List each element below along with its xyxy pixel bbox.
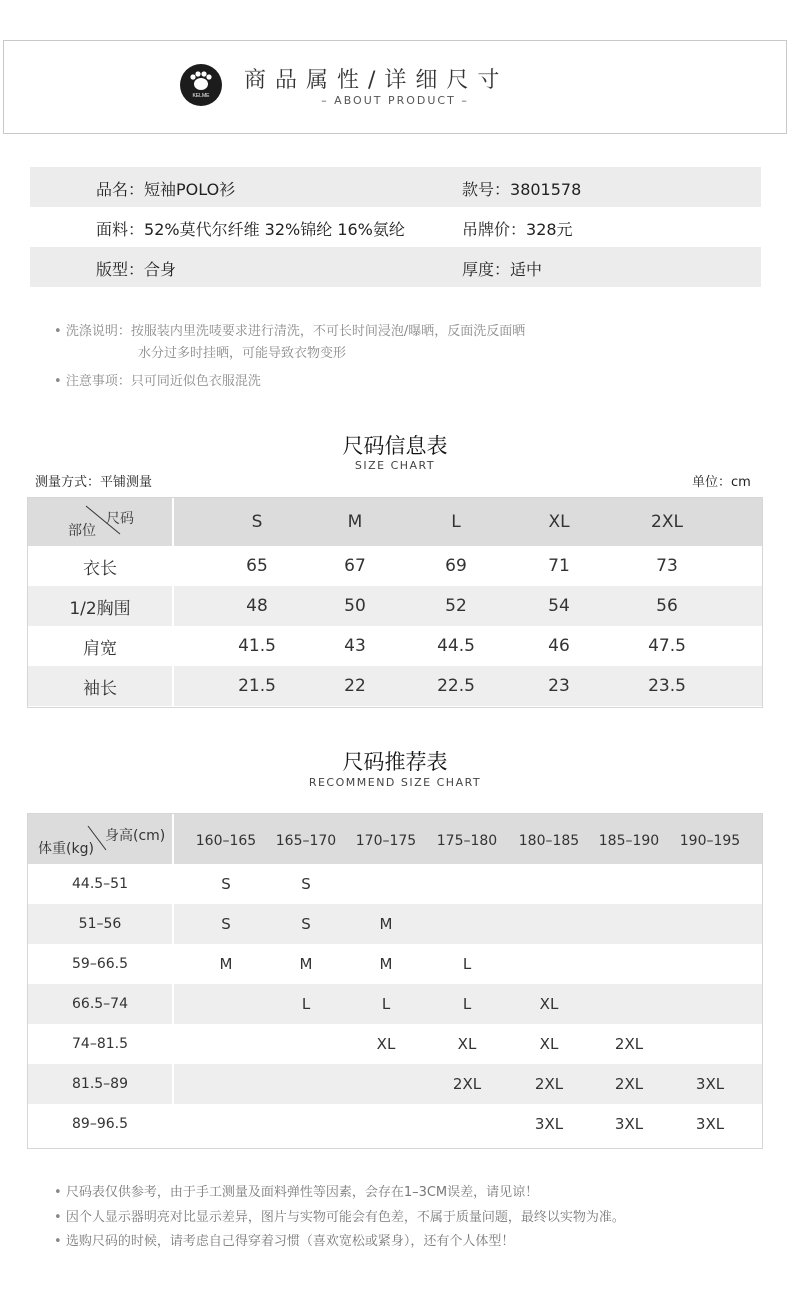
recommend-row bbox=[28, 1024, 762, 1064]
recommended-size-cell bbox=[266, 1104, 346, 1144]
recommended-size-cell: L bbox=[462, 955, 472, 973]
recommended-size-cell bbox=[670, 984, 750, 1024]
recommend-chart-subtitle: RECOMMEND SIZE CHART bbox=[308, 776, 482, 789]
recommended-size-cell bbox=[266, 1064, 346, 1104]
weight-cell: 89–96.5 bbox=[72, 1116, 128, 1132]
logo-text: KELME bbox=[192, 93, 210, 99]
attr-row bbox=[30, 167, 761, 207]
recommend-header-row bbox=[28, 814, 762, 864]
corner-label-height: 身高(cm) bbox=[105, 828, 166, 844]
recommended-size-cell bbox=[186, 1064, 266, 1104]
wash-note-cont: 水分过多时挂晒，可能导致衣物变形 bbox=[138, 346, 347, 361]
height-header-cell: 180–185 bbox=[518, 833, 580, 849]
size-value-cell: 22 bbox=[344, 676, 366, 696]
size-chart-row bbox=[28, 626, 762, 666]
recommended-size-cell bbox=[186, 1104, 266, 1144]
page-subtitle: – ABOUT PRODUCT – bbox=[321, 94, 469, 107]
height-header-cell: 160–165 bbox=[195, 833, 257, 849]
recommended-size-cell bbox=[670, 904, 750, 944]
height-header-cell: 165–170 bbox=[275, 833, 337, 849]
part-cell: 袖长 bbox=[83, 678, 117, 699]
size-value-cell: 46 bbox=[548, 636, 570, 656]
attention-note: • 注意事项：只可同近似色衣服混洗 bbox=[54, 374, 261, 389]
recommended-size-cell bbox=[186, 984, 266, 1024]
corner-cell bbox=[28, 814, 172, 864]
recommended-size-cell bbox=[509, 864, 589, 904]
recommend-row bbox=[28, 1104, 762, 1144]
attr-fit: 版型：合身 bbox=[96, 260, 177, 279]
size-chart-row bbox=[28, 546, 762, 586]
recommended-size-cell: M bbox=[379, 955, 393, 973]
size-header-cell: M bbox=[347, 512, 363, 532]
recommended-size-cell: L bbox=[462, 995, 472, 1013]
recommended-size-cell: 2XL bbox=[614, 1035, 644, 1053]
size-value-cell: 50 bbox=[344, 596, 366, 616]
footer-note: • 尺码表仅供参考，由于手工测量及面料弹性等因素，会存在1–3CM误差，请见谅！ bbox=[54, 1185, 539, 1200]
size-header-cell: L bbox=[451, 512, 461, 532]
attr-fabric: 面料：52%莫代尔纤维 32%锦纶 16%氨纶 bbox=[96, 220, 405, 239]
size-value-cell: 52 bbox=[445, 596, 467, 616]
column-divider bbox=[172, 814, 174, 1148]
size-header-cell: S bbox=[251, 512, 263, 532]
size-value-cell: 54 bbox=[548, 596, 570, 616]
recommended-size-cell bbox=[670, 944, 750, 984]
recommended-size-cell: S bbox=[221, 915, 231, 933]
recommended-size-cell bbox=[427, 864, 507, 904]
size-header-cell: 2XL bbox=[651, 512, 683, 532]
recommended-size-cell: M bbox=[219, 955, 233, 973]
size-chart-row bbox=[28, 666, 762, 706]
recommended-size-cell: XL bbox=[457, 1035, 477, 1053]
recommend-row bbox=[28, 864, 762, 904]
recommended-size-cell: 2XL bbox=[452, 1075, 482, 1093]
column-divider bbox=[172, 498, 174, 707]
recommended-size-cell bbox=[589, 984, 669, 1024]
recommend-row bbox=[28, 1064, 762, 1104]
weight-cell: 59–66.5 bbox=[72, 956, 128, 972]
page-title: 商品属性/详细尺寸 bbox=[244, 68, 509, 93]
recommend-row bbox=[28, 904, 762, 944]
size-chart-title: 尺码信息表 bbox=[342, 434, 448, 458]
weight-cell: 51–56 bbox=[78, 916, 122, 932]
footer-note: • 因个人显示器明亮对比显示差异，图片与实物可能会有色差，不属于质量问题，最终以实物为准。 bbox=[54, 1210, 625, 1225]
recommended-size-cell bbox=[670, 1024, 750, 1064]
height-header-cell: 185–190 bbox=[598, 833, 660, 849]
size-chart-subtitle: SIZE CHART bbox=[354, 459, 436, 472]
recommended-size-cell: L bbox=[301, 995, 311, 1013]
part-cell: 衣长 bbox=[83, 558, 117, 579]
size-value-cell: 69 bbox=[445, 556, 467, 576]
size-value-cell: 22.5 bbox=[437, 676, 475, 696]
recommend-row bbox=[28, 944, 762, 984]
recommended-size-cell: 3XL bbox=[534, 1115, 564, 1133]
corner-label-part: 部位 bbox=[68, 523, 96, 539]
recommended-size-cell: 3XL bbox=[695, 1115, 725, 1133]
size-value-cell: 67 bbox=[344, 556, 366, 576]
corner-cell bbox=[28, 498, 172, 546]
recommended-size-cell bbox=[589, 864, 669, 904]
recommended-size-cell bbox=[509, 904, 589, 944]
weight-cell: 74–81.5 bbox=[72, 1036, 128, 1052]
size-value-cell: 23.5 bbox=[648, 676, 686, 696]
recommended-size-cell: 2XL bbox=[534, 1075, 564, 1093]
wash-note: • 洗涤说明：按服装内里洗唛要求进行清洗，不可长时间浸泡/曝晒，反面洗反面晒 bbox=[54, 324, 526, 339]
recommended-size-cell: 3XL bbox=[695, 1075, 725, 1093]
size-chart-row bbox=[28, 586, 762, 626]
recommended-size-cell: XL bbox=[539, 995, 559, 1013]
recommended-size-cell: XL bbox=[376, 1035, 396, 1053]
recommend-chart-table bbox=[27, 813, 763, 1149]
unit-label: 单位：cm bbox=[692, 475, 751, 490]
size-chart-header-row bbox=[28, 498, 762, 546]
recommended-size-cell bbox=[589, 944, 669, 984]
recommended-size-cell bbox=[670, 864, 750, 904]
recommended-size-cell: S bbox=[301, 915, 311, 933]
recommended-size-cell bbox=[427, 904, 507, 944]
corner-label-size: 尺码 bbox=[106, 511, 134, 527]
attr-thickness: 厚度：适中 bbox=[462, 260, 543, 279]
size-value-cell: 48 bbox=[246, 596, 268, 616]
recommended-size-cell: S bbox=[221, 875, 231, 893]
recommended-size-cell bbox=[427, 1104, 507, 1144]
attr-style-number: 款号：3801578 bbox=[462, 180, 582, 199]
part-cell: 肩宽 bbox=[83, 638, 117, 659]
size-value-cell: 41.5 bbox=[238, 636, 276, 656]
height-header-cell: 170–175 bbox=[355, 833, 417, 849]
recommended-size-cell: L bbox=[381, 995, 391, 1013]
recommended-size-cell bbox=[266, 1024, 346, 1064]
height-header-cell: 190–195 bbox=[679, 833, 741, 849]
recommend-chart-title: 尺码推荐表 bbox=[342, 750, 448, 774]
size-value-cell: 71 bbox=[548, 556, 570, 576]
recommended-size-cell bbox=[346, 864, 426, 904]
attr-name: 品名：短袖POLO衫 bbox=[96, 180, 236, 199]
part-cell: 1/2胸围 bbox=[69, 598, 131, 619]
size-chart-table bbox=[27, 497, 763, 708]
attr-row bbox=[30, 207, 761, 247]
size-value-cell: 21.5 bbox=[238, 676, 276, 696]
recommended-size-cell bbox=[346, 1064, 426, 1104]
footer-note: • 选购尺码的时候，请考虑自己得穿着习惯（喜欢宽松或紧身），还有个人体型！ bbox=[54, 1234, 515, 1249]
recommend-row bbox=[28, 984, 762, 1024]
recommended-size-cell: M bbox=[379, 915, 393, 933]
size-value-cell: 73 bbox=[656, 556, 678, 576]
recommended-size-cell bbox=[509, 944, 589, 984]
size-value-cell: 44.5 bbox=[437, 636, 475, 656]
size-value-cell: 65 bbox=[246, 556, 268, 576]
weight-cell: 66.5–74 bbox=[72, 996, 128, 1012]
recommended-size-cell bbox=[589, 904, 669, 944]
corner-label-weight: 体重(kg) bbox=[38, 841, 94, 857]
attr-price: 吊牌价：328元 bbox=[462, 220, 573, 239]
recommended-size-cell bbox=[186, 1024, 266, 1064]
size-value-cell: 56 bbox=[656, 596, 678, 616]
recommended-size-cell bbox=[346, 1104, 426, 1144]
recommended-size-cell: M bbox=[299, 955, 313, 973]
recommended-size-cell: S bbox=[301, 875, 311, 893]
size-value-cell: 23 bbox=[548, 676, 570, 696]
recommended-size-cell: XL bbox=[539, 1035, 559, 1053]
height-header-cell: 175–180 bbox=[436, 833, 498, 849]
size-value-cell: 43 bbox=[344, 636, 366, 656]
weight-cell: 44.5–51 bbox=[72, 876, 128, 892]
attr-row bbox=[30, 247, 761, 287]
recommended-size-cell: 3XL bbox=[614, 1115, 644, 1133]
measure-method: 测量方式：平铺测量 bbox=[35, 475, 153, 490]
recommended-size-cell: 2XL bbox=[614, 1075, 644, 1093]
size-header-cell: XL bbox=[548, 512, 570, 532]
size-value-cell: 47.5 bbox=[648, 636, 686, 656]
weight-cell: 81.5–89 bbox=[72, 1076, 128, 1092]
